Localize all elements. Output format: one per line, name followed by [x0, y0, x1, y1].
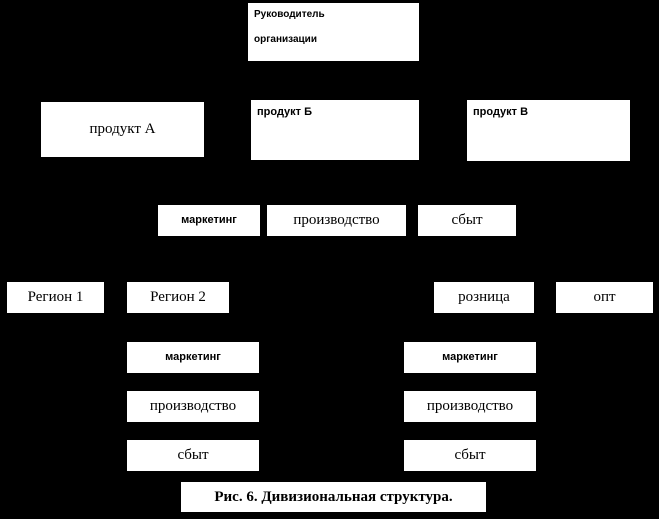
node-head-line2: организации: [254, 33, 317, 45]
node-marketing-right: [403, 341, 537, 374]
node-wholesale-label: опт: [593, 289, 616, 306]
node-product-c-label: продукт В: [473, 106, 529, 118]
node-production-top: [266, 204, 407, 237]
node-product-a-label: продукт А: [89, 121, 156, 138]
node-marketing-top: [157, 204, 261, 237]
node-sales-left: [126, 439, 260, 472]
node-region-1: [6, 281, 105, 314]
diagram-caption-label: Рис. 6. Дивизиональная структура.: [214, 488, 453, 505]
node-sales-right-label: сбыт: [454, 447, 486, 464]
node-sales-left-label: сбыт: [177, 447, 209, 464]
node-production-right: [403, 390, 537, 423]
node-region-2-label: Регион 2: [150, 289, 206, 306]
node-region-2: [126, 281, 230, 314]
node-head-line1: Руководитель: [254, 9, 325, 20]
node-region-1-label: Регион 1: [27, 289, 84, 306]
node-production-top-label: производство: [293, 212, 380, 229]
node-production-left: [126, 390, 260, 423]
node-retail: [433, 281, 535, 314]
node-retail-label: розница: [458, 289, 510, 306]
node-product-b: [250, 99, 420, 161]
node-product-b-label: продукт Б: [257, 106, 313, 118]
node-head-of-organization: [247, 2, 420, 62]
node-production-right-label: производство: [426, 398, 514, 415]
diagram-caption: [180, 481, 487, 513]
node-marketing-top-label: маркетинг: [181, 213, 237, 226]
node-production-left-label: производство: [149, 398, 237, 415]
node-marketing-left: [126, 341, 260, 374]
node-sales-top: [417, 204, 517, 237]
node-product-a: [40, 101, 205, 158]
node-wholesale: [555, 281, 654, 314]
node-product-c: [466, 99, 631, 162]
node-marketing-left-label: маркетинг: [165, 350, 221, 363]
node-sales-top-label: сбыт: [451, 212, 483, 229]
node-marketing-right-label: маркетинг: [442, 350, 498, 363]
node-sales-right: [403, 439, 537, 472]
